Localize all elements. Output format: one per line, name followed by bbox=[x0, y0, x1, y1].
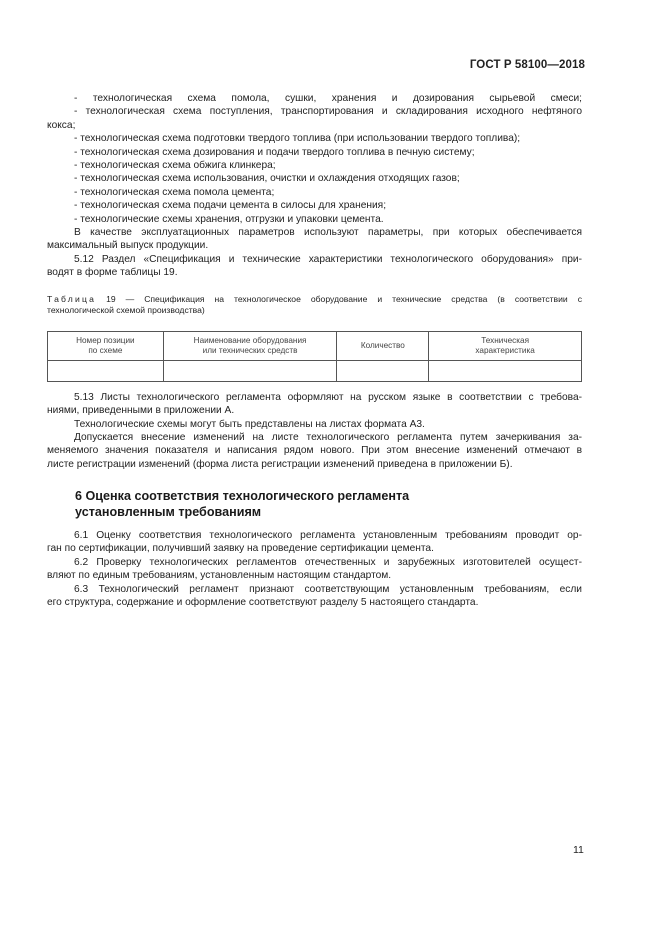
list-item: - технологическая схема подачи цемента в силосы для хранения; bbox=[74, 200, 387, 212]
header-text: Номер позиции bbox=[76, 336, 135, 345]
paragraph-line: его структура, содержание и оформление соответствуют разделу 5 настоящего стандарта. bbox=[47, 597, 479, 609]
table-caption-text: 19 — Спецификация на технологическое оборудование и технические средства (в соответствии с bbox=[96, 294, 582, 304]
column-header-position bbox=[48, 332, 164, 361]
table-caption-line2: технологической схемой производства) bbox=[47, 305, 205, 315]
page-number: 11 bbox=[573, 844, 584, 856]
list-item: - технологическая схема обжига клинкера; bbox=[74, 160, 276, 172]
header-text: характеристика bbox=[475, 346, 535, 355]
table-caption-label: Таблица bbox=[47, 294, 97, 304]
table-cell bbox=[429, 361, 582, 382]
table-row bbox=[48, 361, 582, 382]
paragraph-line: 5.12 Раздел «Спецификация и технические характеристики технологического оборудования» при- bbox=[74, 254, 582, 265]
table-cell bbox=[337, 361, 429, 382]
table-cell bbox=[48, 361, 164, 382]
paragraph-6-2 bbox=[47, 556, 582, 583]
column-header-quantity bbox=[337, 332, 429, 361]
list-item: - технологическая схема помола цемента; bbox=[74, 186, 275, 198]
paragraph-line: водят в форме таблицы 19. bbox=[47, 267, 178, 279]
header-text: Наименование оборудования bbox=[193, 336, 307, 345]
list-item: - технологическая схема поступления, транспортирования и складирования исходного нефтяного bbox=[74, 106, 582, 118]
list-item-continuation: кокса; bbox=[47, 119, 76, 131]
paragraph-line: В качестве эксплуатационных параметров используют параметры, при которых обеспечивается bbox=[74, 227, 582, 238]
paragraph-6-3 bbox=[47, 583, 582, 610]
list-item: - технологическая схема дозирования и подачи твердого топлива в печную систему; bbox=[74, 146, 475, 158]
list-item: - технологическая схема использования, очистки и охлаждения отходящих газов; bbox=[74, 173, 460, 185]
paragraph-5-12 bbox=[47, 253, 582, 280]
paragraph-line: 6.3 Технологический регламент признают соответствующим установленным требованиям, если bbox=[74, 584, 582, 595]
standard-header: ГОСТ Р 58100—2018 bbox=[469, 59, 585, 71]
paragraph-operational bbox=[47, 226, 582, 253]
header-text: или технических средств bbox=[202, 346, 298, 355]
paragraph-line: ниями, приведенными в приложении А. bbox=[47, 405, 235, 417]
specification-table bbox=[47, 331, 582, 382]
table-header-row bbox=[48, 332, 582, 361]
table-cell bbox=[163, 361, 337, 382]
section-6-heading bbox=[75, 488, 409, 520]
column-header-characteristics bbox=[429, 332, 582, 361]
header-text: Техническая bbox=[481, 336, 529, 345]
paragraph-line: 5.13 Листы технологического регламента оформляют на русском языке в соответствии с требова- bbox=[74, 392, 582, 403]
paragraph-line: вляют по единым требованиям, установленным настоящим стандартом. bbox=[47, 570, 392, 582]
paragraph-line: листе регистрации изменений (форма листа регистрации изменений приведена в приложении Б). bbox=[47, 458, 513, 470]
list-item: - технологическая схема помола, сушки, хранения и дозирования сырьевой смеси; bbox=[74, 93, 582, 104]
header-text: по схеме bbox=[88, 346, 123, 355]
paragraph-line: максимальный выпуск продукции. bbox=[47, 240, 209, 252]
scheme-list bbox=[47, 92, 582, 226]
paragraph-schemes bbox=[47, 418, 582, 431]
paragraph-line: ган по сертификации, получивший заявку на проведение сертификации цемента. bbox=[47, 543, 434, 555]
list-item: - технологическая схема подготовки твердого топлива (при использовании твердого топлива); bbox=[74, 133, 521, 145]
list-item: - технологические схемы хранения, отгрузки и упаковки цемента. bbox=[74, 213, 384, 225]
paragraph-line: 6.1 Оценку соответствия технологического регламента установленным требованиям проводит ор- bbox=[74, 530, 582, 541]
paragraph-line: Технологические схемы могут быть представлены на листах формата А3. bbox=[74, 419, 425, 430]
heading-line: установленным требованиям bbox=[75, 505, 262, 519]
paragraph-line: 6.2 Проверку технологических регламентов отечественных и зарубежных изготовителей осущест- bbox=[74, 557, 582, 568]
paragraph-line: меняемого значения показателя и написания рядом нового. При этом внесение изменений отмечают в bbox=[47, 445, 582, 457]
heading-line: 6 Оценка соответствия технологического регламента bbox=[75, 489, 410, 503]
paragraph-5-13 bbox=[47, 391, 582, 418]
column-header-name bbox=[163, 332, 337, 361]
paragraph-changes bbox=[47, 431, 582, 471]
table-caption bbox=[47, 294, 582, 316]
paragraph-line: Допускается внесение изменений на листе технологического регламента путем зачеркивания за- bbox=[74, 432, 582, 443]
header-text: Количество bbox=[360, 341, 405, 350]
paragraph-6-1 bbox=[47, 529, 582, 556]
